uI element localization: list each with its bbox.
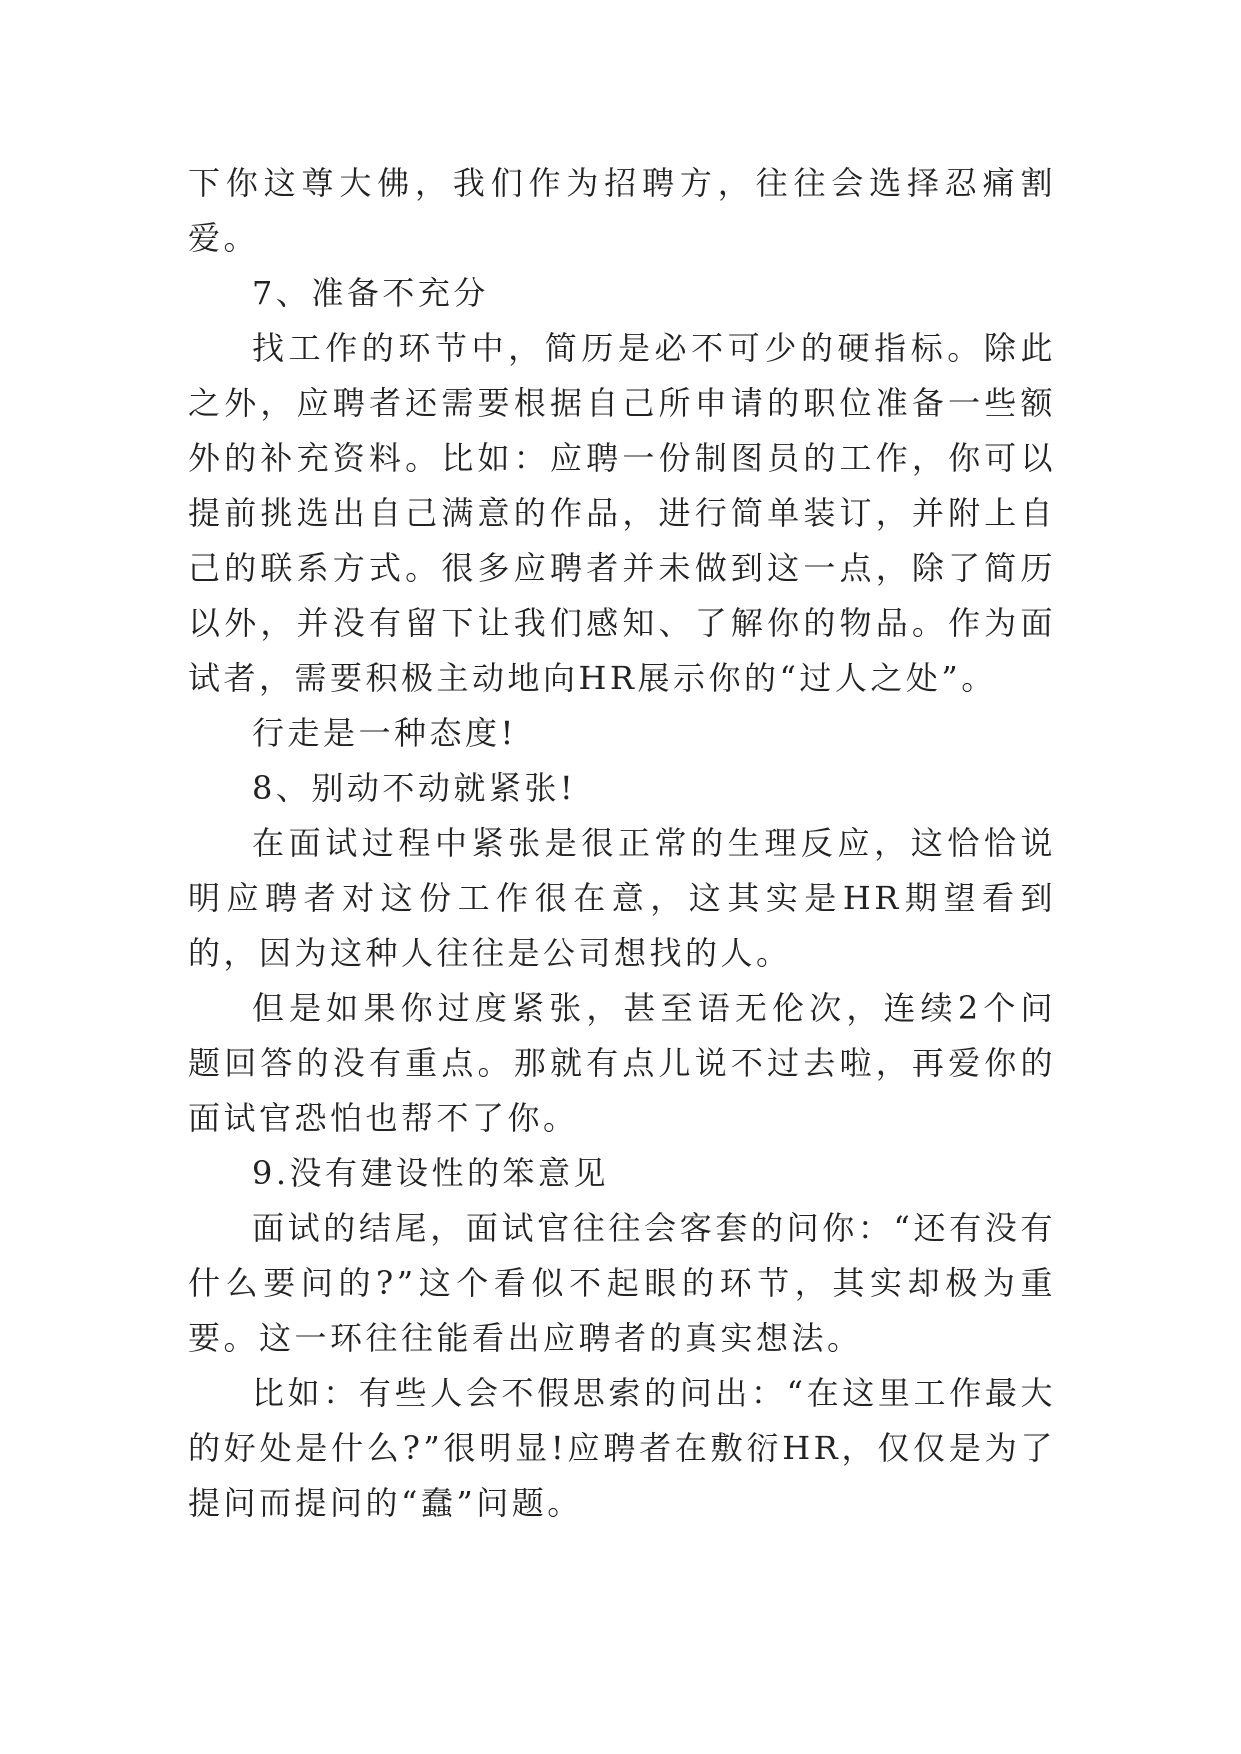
heading-7-preparation: 7、准备不充分 <box>252 274 489 312</box>
paragraph-resume-materials: 找工作的环节中，简历是必不可少的硬指标。除此之外，应聘者还需要根据自己所申请的职位准备一些额外的补充资料。比如：应聘一份制图员的工作，你可以提前挑选出自己满意的作品，进行简单装订，并附上自己的联系方式。很多应聘者并未做到这一点，除了简历以外，并没有留下让我们感知、了解你的物品。作为面试者，需要积极主动地向HR展示你的“过人之处”。 <box>188 329 1056 697</box>
paragraph-example-question: 比如：有些人会不假思索的问出：“在这里工作最大的好处是什么?”很明显!应聘者在敷衍HR，仅仅是为了提问而提问的“蠢”问题。 <box>188 1374 1056 1522</box>
paragraph-interview-ending: 面试的结尾，面试官往往会客套的问你：“还有没有什么要问的?”这个看似不起眼的环节，其实却极为重要。这一环往往能看出应聘者的真实想法。 <box>188 1209 1056 1357</box>
paragraph-nervous-normal: 在面试过程中紧张是很正常的生理反应，这恰恰说明应聘者对这份工作很在意，这其实是HR期望看到的，因为这种人往往是公司想找的人。 <box>188 824 1056 972</box>
heading-8-nervous: 8、别动不动就紧张! <box>252 769 577 807</box>
heading-9-questions: 9.没有建设性的笨意见 <box>252 1154 610 1192</box>
paragraph-continuation: 下你这尊大佛，我们作为招聘方，往往会选择忍痛割爱。 <box>188 164 1056 257</box>
paragraph-over-nervous: 但是如果你过度紧张，甚至语无伦次，连续2个问题回答的没有重点。那就有点儿说不过去啦，再爱你的面试官恐怕也帮不了你。 <box>188 989 1056 1137</box>
document-body <box>188 156 1056 1531</box>
paragraph-attitude: 行走是一种态度! <box>252 714 517 752</box>
